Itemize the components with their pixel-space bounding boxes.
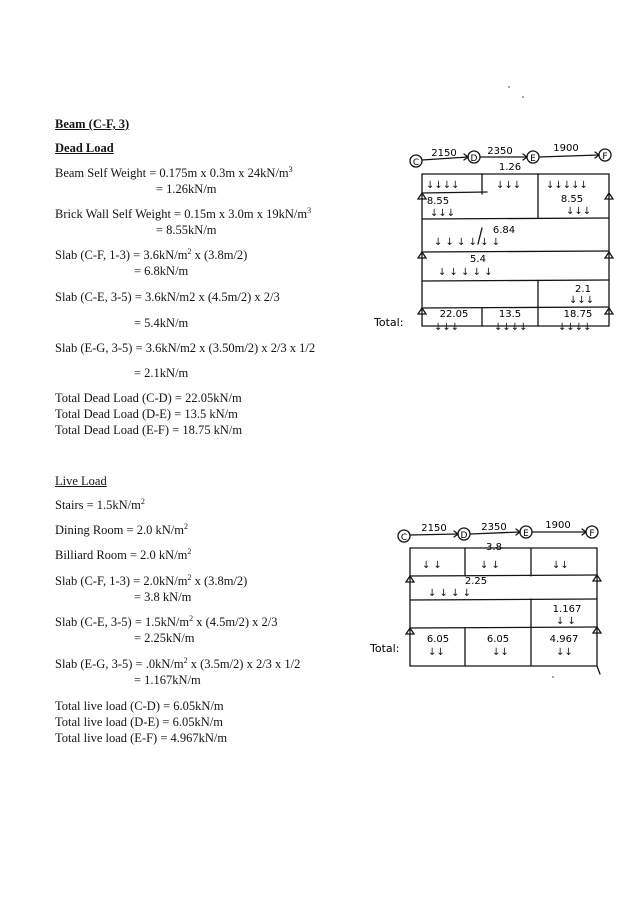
- live-load-heading: Live Load: [55, 474, 107, 488]
- dead-slab-eg-result: = 2.1kN/m: [134, 366, 189, 380]
- svg-text:↓ ↓ ↓ ↓ ↓ ↓: ↓ ↓ ↓ ↓ ↓ ↓: [434, 237, 501, 248]
- live-node-c-label: C: [400, 533, 408, 543]
- node-e-label: E: [530, 154, 536, 164]
- live-load-slab-cf: 3.8: [486, 542, 502, 553]
- live-node-f-label: F: [589, 529, 595, 539]
- svg-text:↓ ↓: ↓ ↓: [556, 616, 576, 627]
- svg-text:↓↓↓↓: ↓↓↓↓: [494, 322, 528, 333]
- svg-text:↓↓↓: ↓↓↓: [569, 295, 595, 306]
- svg-text:↓ ↓ ↓ ↓: ↓ ↓ ↓ ↓: [428, 588, 472, 599]
- live-load-slab-ce: 2.25: [464, 576, 488, 587]
- live-span-de-label: 2350: [481, 522, 507, 533]
- live-node-e-label: E: [523, 529, 529, 539]
- live-slab-cf-line: Slab (C-F, $1-3) = 2.0kN/m^2$ x (3.8m/2): [55, 572, 248, 588]
- svg-text:↓ ↓ ↓ ↓ ↓: ↓ ↓ ↓ ↓ ↓: [438, 267, 493, 278]
- brick-wall-line: Brick Wall Self Weight = 0.15m x 3.0m x $19kN/m^3$: [55, 205, 312, 221]
- stairs-line: Stairs = $1.5kN/m^2$: [55, 496, 145, 512]
- total-dead-ef: Total Dead Load (E-F) = 18.75 kN/m: [55, 423, 243, 437]
- svg-text:↓↓↓: ↓↓↓: [496, 180, 522, 191]
- svg-text:↓ ↓: ↓ ↓: [480, 560, 500, 571]
- live-span-cd-label: 2150: [421, 523, 447, 534]
- svg-text:↓ ↓: ↓ ↓: [422, 560, 442, 571]
- live-slab-cf-result: = 3.8 kN/m: [134, 590, 192, 604]
- dead-slab-eg-line: Slab (E-G, 3-5) = 3.6kN/m2 x (3.50m/2) x 2/3 x 1/2: [55, 341, 316, 355]
- dead-slab-cf-line: Slab (C-F, $1-3) = 3.6kN/m^2$ x (3.8m/2): [55, 246, 248, 262]
- load-slab-ce: 5.4: [470, 254, 486, 265]
- dead-load-heading: Dead Load: [55, 141, 114, 155]
- node-c-label: C: [412, 158, 420, 168]
- total-live-ef: Total live load (E-F) = 4.967kN/m: [55, 731, 228, 745]
- total-label: Total:: [374, 316, 404, 329]
- svg-text:↓↓↓: ↓↓↓: [566, 206, 592, 217]
- live-total-label: Total:: [370, 642, 400, 655]
- load-slab-eg: 2.1: [575, 284, 591, 295]
- live-slab-ce-result: = 2.25kN/m: [134, 631, 195, 645]
- billiard-room-line: Billiard Room = 2.0 $kN/m^2$: [55, 546, 192, 562]
- load-brick-wall-ef: 8.55: [560, 194, 584, 205]
- node-d-label: D: [470, 154, 478, 164]
- svg-text:↓↓↓↓: ↓↓↓↓: [426, 180, 460, 191]
- live-load-slab-eg: 1.167: [552, 604, 582, 615]
- scan-speck: [508, 86, 510, 88]
- live-slab-eg-line: Slab (E-G, $3-5) = .0kN/m^2$ x (3.5m/2) x 2/3 x 1/2: [55, 655, 301, 671]
- dead-load-diagram: [370, 136, 620, 346]
- total-live-cd: Total live load (C-D) = 6.05kN/m: [55, 699, 224, 713]
- load-brick-wall-cd: 8.55: [426, 196, 450, 207]
- dead-slab-cf-result: = 6.8kN/m: [134, 264, 189, 278]
- live-slab-ce-line: Slab (C-E, $3-5) = 1.5kN/m^2$ x (4.5m/2) x 2/3: [55, 613, 278, 629]
- dining-room-line: Dining Room = 2.0 $kN/m^2$: [55, 521, 188, 537]
- live-total-cd-value: 6.05: [426, 634, 450, 645]
- svg-text:↓↓: ↓↓: [556, 647, 573, 658]
- total-live-de: Total live load (D-E) = 6.05kN/m: [55, 715, 223, 729]
- svg-text:↓↓: ↓↓: [492, 647, 509, 658]
- total-cd-value: 22.05: [439, 309, 469, 320]
- node-f-label: F: [602, 152, 608, 162]
- total-ef-value: 18.75: [563, 309, 593, 320]
- scan-speck: [522, 96, 524, 98]
- scan-speck: [552, 676, 554, 678]
- live-slab-eg-result: = 1.167kN/m: [134, 673, 201, 687]
- beam-self-weight-result: = 1.26kN/m: [156, 182, 217, 196]
- beam-self-weight-line: Beam Self Weight = 0.175m x 0.3m x $24kN/m^3$: [55, 164, 293, 180]
- span-ef-label: 1900: [553, 143, 579, 154]
- svg-text:↓↓: ↓↓: [428, 647, 445, 658]
- load-beam-self-weight: 1.26: [498, 162, 522, 173]
- beam-title: Beam (C-F, 3): [55, 117, 130, 131]
- span-de-label: 2350: [487, 146, 513, 157]
- svg-text:↓↓↓: ↓↓↓: [430, 208, 456, 219]
- brick-wall-result: = 8.55kN/m: [156, 223, 217, 237]
- svg-text:↓↓↓: ↓↓↓: [434, 322, 460, 333]
- live-load-diagram: [368, 518, 620, 678]
- live-total-ef-value: 4.967: [549, 634, 579, 645]
- load-slab-cf: 6.84: [492, 225, 516, 236]
- dead-slab-ce-line: Slab (C-E, 3-5) = 3.6kN/m2 x (4.5m/2) x 2/3: [55, 290, 280, 304]
- svg-text:↓↓: ↓↓: [552, 560, 569, 571]
- live-node-d-label: D: [460, 531, 468, 541]
- total-dead-de: Total Dead Load (D-E) = 13.5 kN/m: [55, 407, 238, 421]
- span-cd-label: 2150: [431, 148, 457, 159]
- svg-text:↓↓↓↓: ↓↓↓↓: [558, 322, 592, 333]
- total-de-value: 13.5: [498, 309, 522, 320]
- svg-text:↓↓↓↓↓: ↓↓↓↓↓: [546, 180, 588, 191]
- live-span-ef-label: 1900: [545, 520, 571, 531]
- live-total-de-value: 6.05: [486, 634, 510, 645]
- dead-slab-ce-result: = 5.4kN/m: [134, 316, 189, 330]
- total-dead-cd: Total Dead Load (C-D) = 22.05kN/m: [55, 391, 242, 405]
